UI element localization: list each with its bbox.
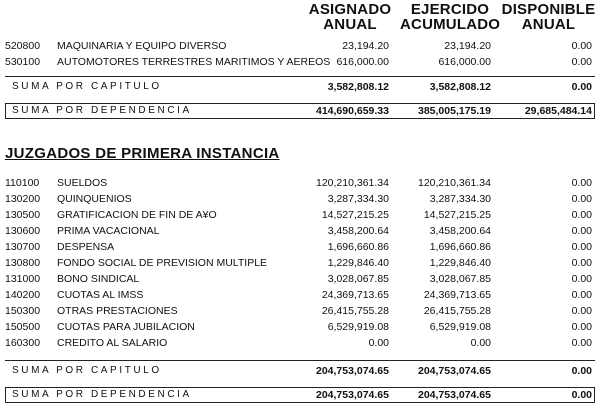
row-ejercido: 26,415,755.28 [423, 305, 491, 317]
header-ejercido-line1: EJERCIDO [410, 1, 490, 18]
row-ejercido: 6,529,919.08 [429, 321, 491, 333]
row-disponible: 0.00 [571, 209, 592, 221]
table-row [0, 177, 600, 193]
header-ejercido-line2: ACUMULADO [400, 16, 501, 33]
row-description: MAQUINARIA Y EQUIPO DIVERSO [57, 40, 227, 52]
row-asignado: 0.00 [368, 337, 389, 349]
suma-dependencia-label: SUMA POR DEPENDENCIA [12, 105, 192, 116]
row-asignado: 120,210,361.34 [316, 177, 389, 189]
row-asignado: 3,287,334.30 [327, 193, 389, 205]
table-row [0, 273, 600, 289]
suma-dependencia-asignado: 414,690,659.33 [316, 105, 389, 117]
row-ejercido: 24,369,713.65 [423, 289, 491, 301]
suma-capitulo-asignado: 204,753,074.65 [316, 365, 389, 377]
row-description: GRATIFICACION DE FIN DE A¥O [57, 209, 217, 221]
suma-dependencia-label: SUMA POR DEPENDENCIA [12, 389, 192, 400]
suma-capitulo-row [0, 81, 600, 97]
table-row [0, 241, 600, 257]
row-asignado: 23,194.20 [342, 40, 389, 52]
suma-capitulo-ejercido: 3,582,808.12 [429, 81, 491, 93]
suma-capitulo-label: SUMA POR CAPITULO [12, 81, 162, 92]
row-code: 130500 [5, 209, 41, 221]
row-asignado: 1,229,846.40 [327, 257, 389, 269]
row-disponible: 0.00 [571, 241, 592, 253]
table-row [0, 337, 600, 353]
suma-dependencia-asignado: 204,753,074.65 [316, 389, 389, 401]
row-description: CUOTAS PARA JUBILACION [57, 321, 195, 333]
row-ejercido: 1,696,660.86 [429, 241, 491, 253]
row-disponible: 0.00 [571, 305, 592, 317]
row-code: 520800 [5, 40, 41, 52]
row-code: 130200 [5, 193, 41, 205]
table-row [0, 257, 600, 273]
row-code: 150500 [5, 321, 41, 333]
row-description: AUTOMOTORES TERRESTRES MARITIMOS Y AEREOS [57, 56, 331, 68]
row-code: 130700 [5, 241, 41, 253]
row-ejercido: 0.00 [470, 337, 491, 349]
suma-capitulo-disponible: 0.00 [571, 81, 592, 93]
row-disponible: 0.00 [571, 177, 592, 189]
row-description: QUINQUENIOS [57, 193, 132, 205]
table-row [0, 225, 600, 241]
row-description: PRIMA VACACIONAL [57, 225, 160, 237]
row-asignado: 1,696,660.86 [327, 241, 389, 253]
table-row [0, 209, 600, 225]
row-description: DESPENSA [57, 241, 115, 253]
row-description: OTRAS PRESTACIONES [57, 305, 178, 317]
row-disponible: 0.00 [571, 337, 592, 349]
suma-capitulo-asignado: 3,582,808.12 [327, 81, 389, 93]
divider [5, 76, 595, 77]
row-disponible: 0.00 [571, 257, 592, 269]
row-code: 140200 [5, 289, 41, 301]
row-description: CUOTAS AL IMSS [57, 289, 144, 301]
table-row [0, 56, 600, 72]
table-row [0, 321, 600, 337]
row-ejercido: 23,194.20 [444, 40, 491, 52]
row-code: 130600 [5, 225, 41, 237]
table-row [0, 40, 600, 56]
row-code: 131000 [5, 273, 41, 285]
suma-dependencia-row [0, 389, 600, 405]
suma-capitulo-ejercido: 204,753,074.65 [418, 365, 491, 377]
row-asignado: 616,000.00 [336, 56, 389, 68]
suma-capitulo-label: SUMA POR CAPITULO [12, 365, 162, 376]
section-title: JUZGADOS DE PRIMERA INSTANCIA [5, 145, 280, 162]
suma-dependencia-disponible: 0.00 [571, 389, 592, 401]
row-code: 160300 [5, 337, 41, 349]
row-description: CREDITO AL SALARIO [57, 337, 168, 349]
row-asignado: 6,529,919.08 [327, 321, 389, 333]
header-ejercido [400, 2, 500, 32]
row-ejercido: 1,229,846.40 [429, 257, 491, 269]
row-asignado: 3,028,067.85 [327, 273, 389, 285]
row-ejercido: 14,527,215.25 [423, 209, 491, 221]
suma-capitulo-row [0, 365, 600, 381]
table-row [0, 289, 600, 305]
header-asignado-line2: ANUAL [323, 16, 377, 33]
row-code: 130800 [5, 257, 41, 269]
table-row [0, 193, 600, 209]
row-asignado: 14,527,215.25 [321, 209, 389, 221]
row-code: 150300 [5, 305, 41, 317]
header-asignado-line1: ASIGNADO [308, 1, 392, 18]
row-asignado: 26,415,755.28 [321, 305, 389, 317]
row-ejercido: 616,000.00 [438, 56, 491, 68]
header-asignado [300, 2, 400, 32]
suma-dependencia-ejercido: 385,005,175.19 [418, 105, 491, 117]
row-ejercido: 3,287,334.30 [429, 193, 491, 205]
row-disponible: 0.00 [571, 273, 592, 285]
row-description: SUELDOS [57, 177, 108, 189]
row-disponible: 0.00 [571, 56, 592, 68]
row-code: 110100 [5, 177, 40, 189]
row-asignado: 3,458,200.64 [327, 225, 389, 237]
row-ejercido: 120,210,361.34 [418, 177, 491, 189]
row-ejercido: 3,028,067.85 [429, 273, 491, 285]
row-disponible: 0.00 [571, 193, 592, 205]
row-ejercido: 3,458,200.64 [429, 225, 491, 237]
row-description: FONDO SOCIAL DE PREVISION MULTIPLE [57, 257, 268, 269]
row-description: BONO SINDICAL [57, 273, 140, 285]
row-disponible: 0.00 [571, 225, 592, 237]
row-asignado: 24,369,713.65 [321, 289, 389, 301]
row-disponible: 0.00 [571, 321, 592, 333]
divider [5, 360, 595, 361]
row-disponible: 0.00 [571, 40, 592, 52]
suma-capitulo-disponible: 0.00 [571, 365, 592, 377]
table-row [0, 305, 600, 321]
suma-dependencia-disponible: 29,685,484.14 [524, 105, 592, 117]
header-disponible [497, 2, 600, 32]
row-code: 530100 [5, 56, 41, 68]
suma-dependencia-row [0, 105, 600, 121]
suma-dependencia-ejercido: 204,753,074.65 [418, 389, 491, 401]
row-disponible: 0.00 [571, 289, 592, 301]
header-disponible-line1: DISPONIBLE [501, 1, 596, 18]
header-disponible-line2: ANUAL [521, 16, 576, 33]
